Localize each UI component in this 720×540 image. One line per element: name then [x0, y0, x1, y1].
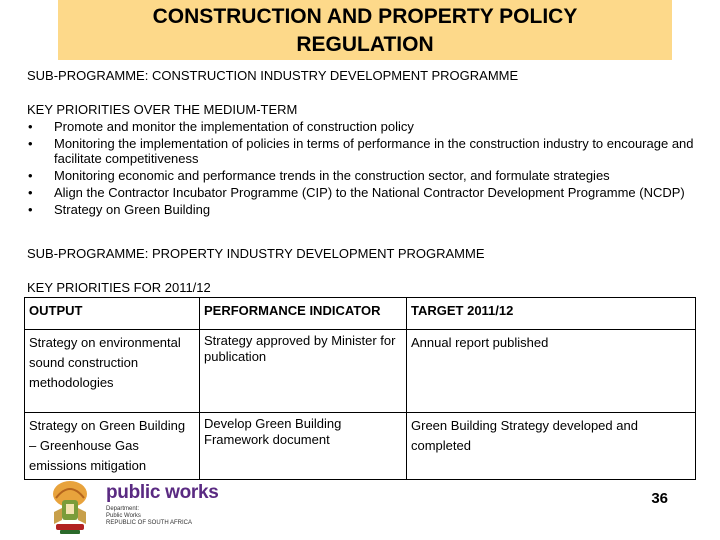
- bullet-icon: •: [28, 185, 33, 200]
- subprogramme-property-heading: SUB-PROGRAMME: PROPERTY INDUSTRY DEVELOPMENT PROGRAMME: [27, 246, 485, 261]
- table-cell: Strategy approved by Minister for publication: [200, 330, 407, 413]
- coat-of-arms-icon: [48, 478, 92, 536]
- public-works-logo: public works: [106, 482, 219, 503]
- column-header-indicator: PERFORMANCE INDICATOR: [200, 298, 407, 330]
- priorities-list: [27, 119, 717, 219]
- subprogramme-construction-heading: SUB-PROGRAMME: CONSTRUCTION INDUSTRY DEVELOPMENT PROGRAMME: [27, 68, 519, 83]
- table-header-row: [25, 298, 696, 330]
- table-cell: Green Building Strategy developed and completed: [407, 413, 696, 480]
- list-item: • Monitoring economic and performance trends in the construction sector, and formulate strategies: [28, 168, 610, 183]
- priorities-heading: KEY PRIORITIES OVER THE MEDIUM-TERM: [27, 102, 298, 117]
- title-banner: [58, 0, 672, 60]
- table-cell: Develop Green Building Framework document: [200, 413, 407, 480]
- department-text: Department: Public Works REPUBLIC OF SOUTH AFRICA: [106, 506, 193, 526]
- footer: [48, 478, 688, 538]
- bullet-icon: •: [28, 136, 33, 151]
- list-item: • Monitoring the implementation of policies in terms of performance in the construction industry to encourage and facilitate competitiveness: [28, 136, 694, 166]
- priorities-2011-heading: KEY PRIORITIES FOR 2011/12: [27, 280, 211, 295]
- column-header-output: OUTPUT: [25, 298, 200, 330]
- table-row: [25, 413, 696, 480]
- title-line-1: CONSTRUCTION AND PROPERTY POLICY: [152, 5, 578, 28]
- page-number: 36: [651, 490, 668, 507]
- priorities-table: [24, 297, 696, 480]
- list-item: • Promote and monitor the implementation of construction policy: [28, 119, 414, 134]
- bullet-icon: •: [28, 202, 33, 217]
- column-header-target: TARGET 2011/12: [407, 298, 696, 330]
- table-row: [25, 330, 696, 413]
- bullet-icon: •: [28, 119, 33, 134]
- table-cell: Strategy on Green Building – Greenhouse Gas emissions mitigation: [25, 413, 200, 480]
- title-line-2: REGULATION: [296, 33, 434, 56]
- list-item: • Strategy on Green Building: [28, 202, 211, 217]
- list-item: • Align the Contractor Incubator Programme (CIP) to the National Contractor Development Programme (NCDP): [28, 185, 685, 200]
- table-cell: Strategy on environmental sound construction methodologies: [25, 330, 200, 413]
- bullet-icon: •: [28, 168, 33, 183]
- table-cell: Annual report published: [407, 330, 696, 413]
